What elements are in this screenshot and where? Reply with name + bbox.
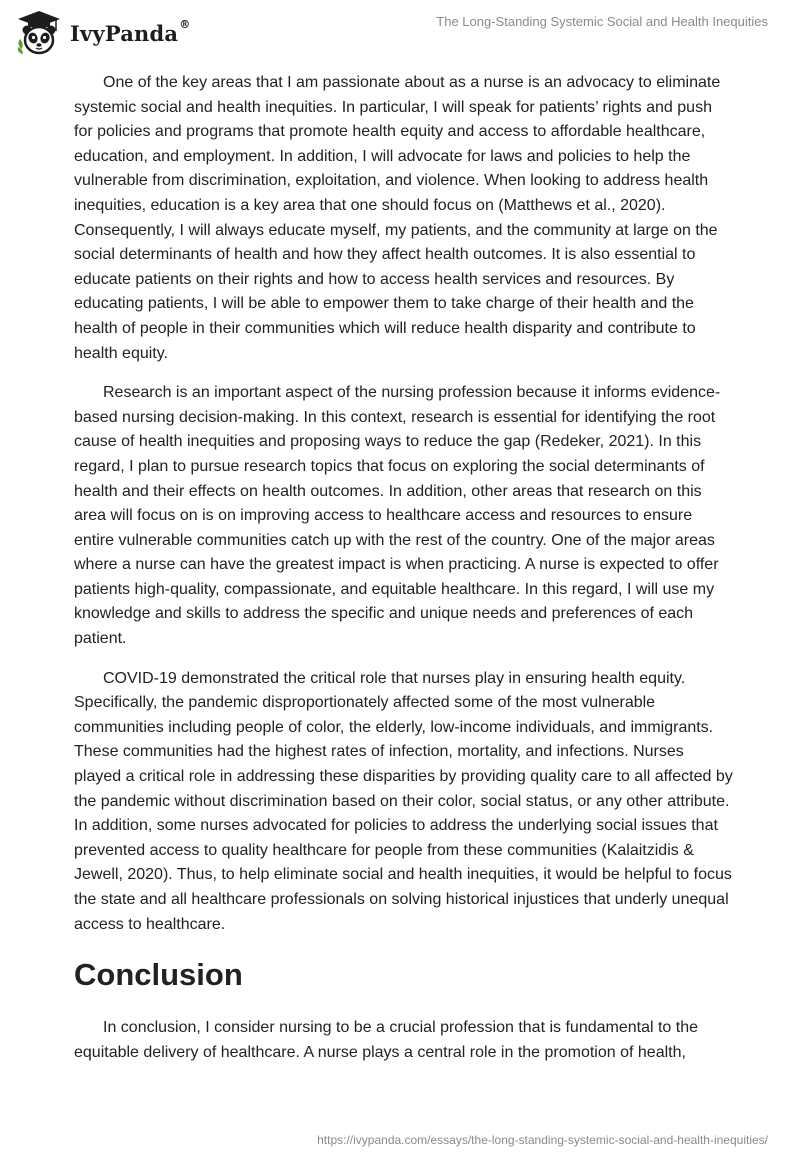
registered-mark: ® bbox=[179, 17, 191, 31]
page-header bbox=[0, 0, 800, 64]
paragraph-conclusion: In conclusion, I consider nursing to be a crucial profession that is fundamental to the equitable delivery of healthcare. A nurse plays a central role in the promotion of health, bbox=[74, 1019, 699, 1061]
panda-graduate-icon bbox=[14, 9, 64, 57]
document-title: The Long-Standing Systemic Social and Health Inequities bbox=[436, 14, 768, 29]
ivypanda-logo[interactable] bbox=[14, 9, 190, 57]
brand-name-text: IvyPanda bbox=[70, 20, 179, 46]
essay-content bbox=[74, 71, 734, 1080]
brand-name bbox=[70, 17, 191, 46]
paragraph-covid: COVID-19 demonstrated the critical role that nurses play in ensuring health equity. Specifically, the pandemic disproportionately affected some of the most vulnerable communities including people of color, the elderly, low-income individuals, and immigrants. These communities had the highest rates of infection, mortality, and infections. Nurses played a critical role in addressing these disparities by providing quality care to all affected by the pandemic without discrimination based on their color, social status, or any other attribute. In addition, some nurses advocated for policies to address the underlying social issues that prevented access to quality healthcare for people from these communities (Kalaitzidis & Jewell, 2020). Thus, to help eliminate social and health inequities, it would be helpful to focus the state and all healthcare professionals on solving historical injustices that underly unequal access to healthcare. bbox=[74, 669, 733, 933]
paragraph-research: Research is an important aspect of the nursing profession because it informs evidence-based nursing decision-making. In this context, research is essential for identifying the root cause of health inequities and proposing ways to reduce the gap (Redeker, 2021). In this regard, I plan to pursue research topics that focus on exploring the social determinants of health and their effects on health outcomes. In addition, other areas that research on this area will focus on is on improving access to healthcare access and resources to ensure entire vulnerable communities catch up with the rest of the country. One of the major areas where a nurse can have the greatest impact is when practicing. A nurse is expected to offer patients high-quality, compassionate, and equitable healthcare. In this regard, I will use my knowledge and skills to address the specific and unique needs and preferences of each patient. bbox=[74, 384, 721, 648]
source-url[interactable]: https://ivypanda.com/essays/the-long-standing-systemic-social-and-health-inequities/ bbox=[317, 1133, 768, 1147]
conclusion-heading: Conclusion bbox=[74, 957, 243, 993]
paragraph-advocacy: One of the key areas that I am passionate about as a nurse is an advocacy to eliminate systemic social and health inequities. In particular, I will speak for patients’ rights and push for policies and programs that promote health equity and access to affordable healthcare, education, and employment. In addition, I will advocate for laws and policies to help the vulnerable from discrimination, exploitation, and violence. When looking to address health inequities, education is a key area that one should focus on (Matthews et al., 2020). Consequently, I will always educate myself, my patients, and the community at large on the social determinants of health and how they affect health outcomes. It is also essential to educate patients on their rights and how to access health services and resources. By educating patients, I will be able to empower them to take charge of their health and the health of people in their communities which will reduce health disparity and contribute to health equity. bbox=[74, 74, 721, 362]
